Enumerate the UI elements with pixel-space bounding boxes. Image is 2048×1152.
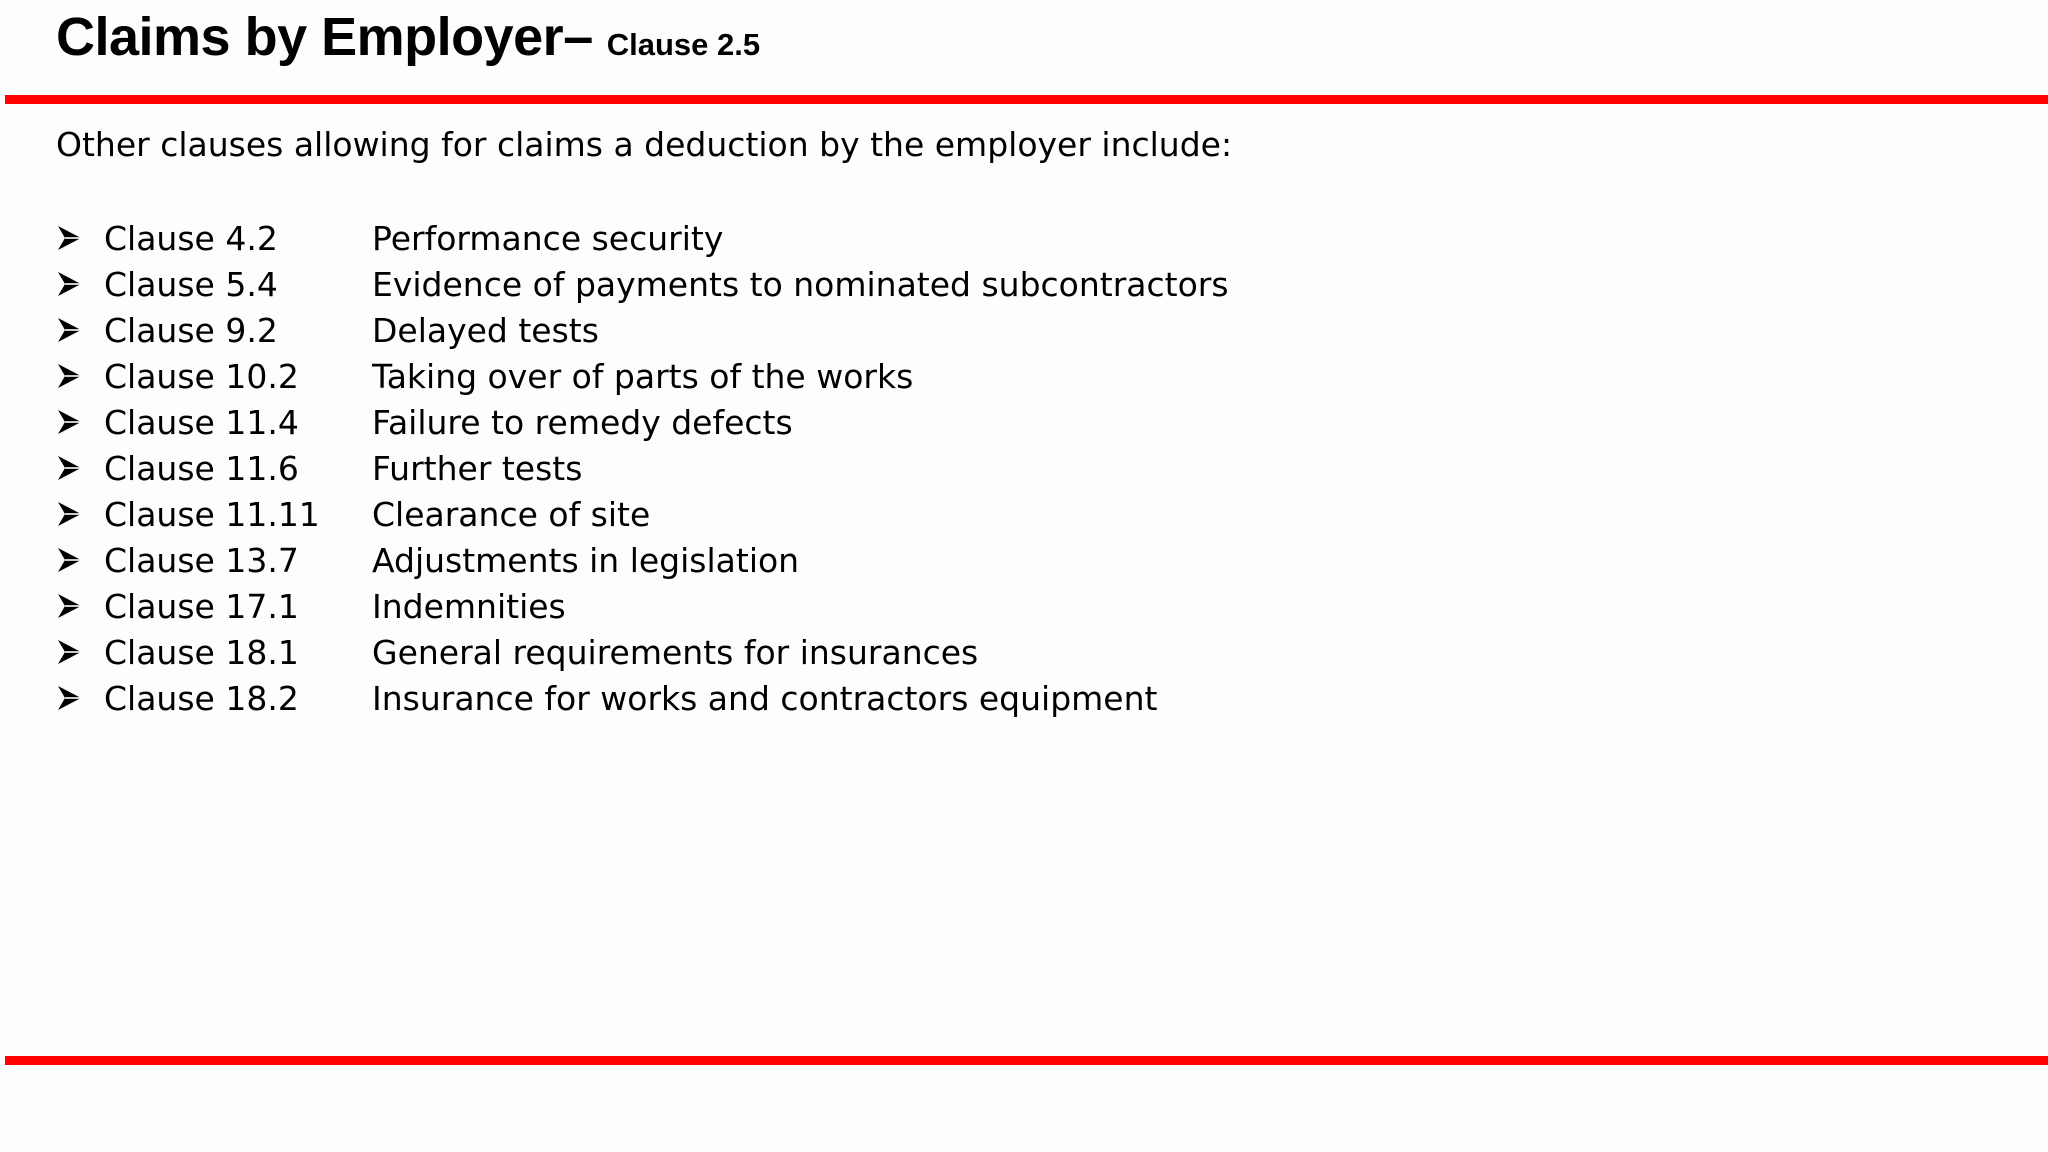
arrow-bullet-icon <box>56 501 104 527</box>
clause-number: Clause 4.2 <box>104 218 278 258</box>
clause-number: Clause 9.2 <box>104 310 278 350</box>
clause-number: Clause 11.11 <box>104 494 320 534</box>
title-clause-reference: Clause 2.5 <box>606 27 761 62</box>
arrow-bullet-icon <box>56 547 104 573</box>
clause-description: Clearance of site <box>372 494 651 534</box>
clause-list-item <box>56 629 1229 675</box>
clause-description: Taking over of parts of the works <box>372 356 914 396</box>
clause-list-item <box>56 215 1229 261</box>
top-divider <box>5 95 2048 104</box>
intro-text: Other clauses allowing for claims a deduction by the employer include: <box>56 125 1233 164</box>
clause-list-item <box>56 307 1229 353</box>
clause-list-item <box>56 445 1229 491</box>
clause-list-item <box>56 537 1229 583</box>
clause-number: Clause 10.2 <box>104 356 299 396</box>
arrow-bullet-icon <box>56 225 104 251</box>
clause-number: Clause 18.1 <box>104 632 299 672</box>
arrow-bullet-icon <box>56 317 104 343</box>
slide-title <box>56 6 760 82</box>
arrow-bullet-icon <box>56 639 104 665</box>
title-text: Claims by Employer– <box>56 7 593 67</box>
clause-number: Clause 11.4 <box>104 402 299 442</box>
clause-list-item <box>56 675 1229 721</box>
clause-description: General requirements for insurances <box>372 632 979 672</box>
clause-description: Evidence of payments to nominated subcontractors <box>372 264 1229 304</box>
clause-number: Clause 18.2 <box>104 678 299 718</box>
clause-number: Clause 5.4 <box>104 264 278 304</box>
clause-list-item <box>56 491 1229 537</box>
clause-description: Further tests <box>372 448 583 488</box>
clause-description: Failure to remedy defects <box>372 402 793 442</box>
clause-description: Performance security <box>372 218 724 258</box>
clause-list-item <box>56 583 1229 629</box>
clause-description: Insurance for works and contractors equipment <box>372 678 1158 718</box>
arrow-bullet-icon <box>56 271 104 297</box>
clause-list-item <box>56 261 1229 307</box>
clause-number: Clause 13.7 <box>104 540 299 580</box>
clause-number: Clause 11.6 <box>104 448 299 488</box>
bottom-divider <box>5 1056 2048 1065</box>
clause-list-item <box>56 353 1229 399</box>
clause-list <box>56 215 1229 721</box>
clause-list-item <box>56 399 1229 445</box>
clause-number: Clause 17.1 <box>104 586 299 626</box>
arrow-bullet-icon <box>56 409 104 435</box>
arrow-bullet-icon <box>56 363 104 389</box>
arrow-bullet-icon <box>56 455 104 481</box>
arrow-bullet-icon <box>56 593 104 619</box>
clause-description: Delayed tests <box>372 310 599 350</box>
arrow-bullet-icon <box>56 685 104 711</box>
clause-description: Indemnities <box>372 586 566 626</box>
clause-description: Adjustments in legislation <box>372 540 800 580</box>
